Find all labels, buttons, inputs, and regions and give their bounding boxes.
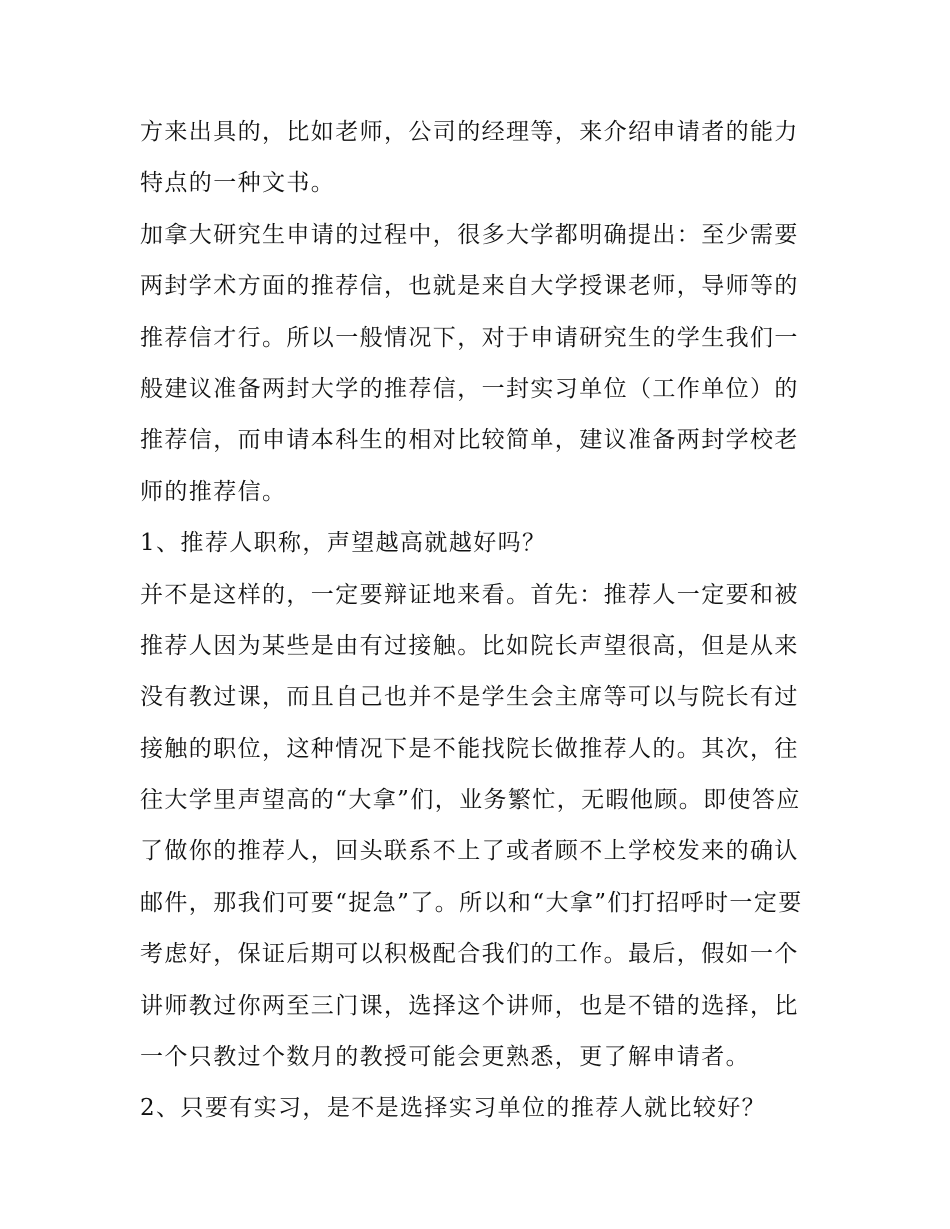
- text-line: 特点的一种文书。: [140, 170, 336, 197]
- text-line: 师的推荐信。: [140, 478, 287, 505]
- text-line: 方来出具的，比如老师，公司的经理等，来介绍申请者的能力: [140, 119, 799, 145]
- text-line: 了做你的推荐人，回头联系不上了或者顾不上学校发来的确认: [140, 838, 799, 865]
- section-heading: 2、只要有实习，是不是选择实习单位的推荐人就比较好？: [140, 1095, 767, 1122]
- text-line: 一个只教过个数月的教授可能会更熟悉，更了解申请者。: [140, 1044, 750, 1071]
- text-line: 讲师教过你两至三门课，选择这个讲师，也是不错的选择，比: [140, 992, 799, 1019]
- text-line: 邮件，那我们可要“捉急”了。所以和“大拿”们打招呼时一定要: [140, 889, 803, 916]
- text-line: 接触的职位，这种情况下是不能找院长做推荐人的。其次，往: [140, 735, 799, 762]
- text-line: 往大学里声望高的“大拿”们，业务繁忙，无暇他顾。即使答应: [140, 787, 801, 814]
- text-line: 推荐信才行。所以一般情况下，对于申请研究生的学生我们一: [140, 324, 799, 351]
- text-line: 推荐人因为某些是由有过接触。比如院长声望很高，但是从来: [140, 632, 799, 659]
- section-heading: 1、推荐人职称，声望越高就越好吗？: [140, 530, 547, 557]
- text-line: 推荐信，而申请本科生的相对比较简单，建议准备两封学校老: [140, 427, 799, 454]
- text-line: 考虑好，保证后期可以积极配合我们的工作。最后，假如一个: [140, 941, 799, 968]
- text-line: 两封学术方面的推荐信，也就是来自大学授课老师，导师等的: [140, 273, 799, 300]
- text-line: 并不是这样的，一定要辩证地来看。首先：推荐人一定要和被: [140, 581, 799, 608]
- text-line: 没有教过课，而且自己也并不是学生会主席等可以与院长有过: [140, 684, 799, 711]
- body-text: [140, 107, 820, 1135]
- text-line: 般建议准备两封大学的推荐信，一封实习单位（工作单位）的: [140, 375, 799, 402]
- text-line: 加拿大研究生申请的过程中，很多大学都明确提出：至少需要: [140, 221, 799, 248]
